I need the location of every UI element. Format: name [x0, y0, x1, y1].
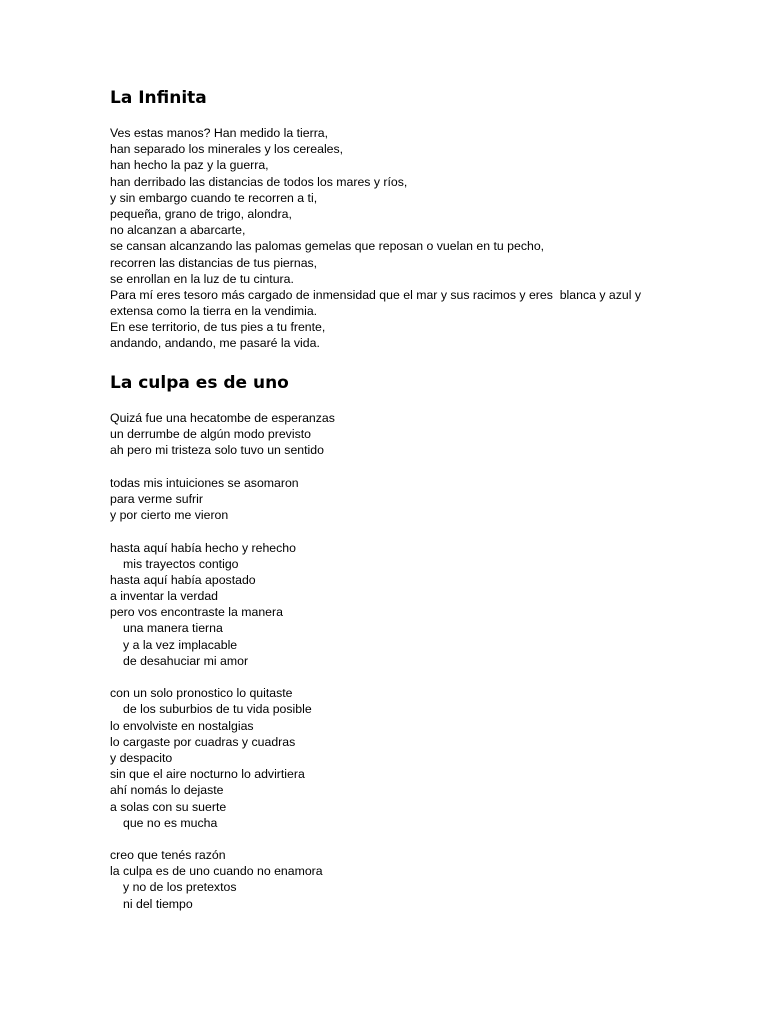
poem-line: ah pero mi tristeza solo tuvo un sentido — [110, 443, 324, 458]
poem-line-indented: y no de los pretextos — [123, 880, 237, 895]
stanza — [110, 685, 710, 831]
poem-line: andando, andando, me pasaré la vida. — [110, 336, 320, 351]
poem-line: han hecho la paz y la guerra, — [110, 158, 269, 173]
poem-line: la culpa es de uno cuando no enamora — [110, 864, 323, 879]
poem-line-indented: una manera tierna — [123, 621, 223, 636]
poem-line: hasta aquí había hecho y rehecho — [110, 540, 296, 555]
poem-line: han derribado las distancias de todos los mares y ríos, — [110, 174, 408, 189]
stanza-break — [110, 459, 710, 475]
poem-line: y sin embargo cuando te recorren a ti, — [110, 190, 318, 205]
poem-line-indented: que no es mucha — [123, 815, 218, 830]
poem-line-indented: mis trayectos contigo — [123, 556, 239, 571]
poem-line: un derrumbe de algún modo previsto — [110, 427, 311, 442]
stanza-break — [110, 831, 710, 847]
poem-line: lo envolviste en nostalgias — [110, 718, 254, 733]
poem-line: lo cargaste por cuadras y cuadras — [110, 734, 296, 749]
poem-line: con un solo pronostico lo quitaste — [110, 686, 293, 701]
poem-title-la-culpa-es-de-uno: La culpa es de uno — [110, 373, 289, 393]
poem-line-indented: y a la vez implacable — [123, 637, 238, 652]
stanza-break — [110, 523, 710, 539]
poem-line: para verme sufrir — [110, 491, 203, 506]
poem-line: sin que el aire nocturno lo advirtiera — [110, 767, 305, 782]
poem-body-la-culpa-es-de-uno — [110, 410, 710, 912]
poem-line: Para mí eres tesoro más cargado de inmensidad que el mar y sus racimos y eres blanca y azul y — [110, 287, 642, 302]
poem-line: Quizá fue una hecatombe de esperanzas — [110, 411, 335, 425]
poem-line: hasta aquí había apostado — [110, 572, 256, 587]
stanza — [110, 540, 710, 670]
poem-line-indented: de desahuciar mi amor — [123, 653, 249, 668]
poem-line-indented: de los suburbios de tu vida posible — [123, 702, 312, 717]
poem-line: extensa como la tierra en la vendimia. — [110, 304, 318, 319]
poem-line: todas mis intuiciones se asomaron — [110, 475, 299, 490]
stanza — [110, 847, 710, 912]
poem-line: creo que tenés razón — [110, 848, 226, 863]
poem-line: no alcanzan a abarcarte, — [110, 223, 246, 238]
poem-line: ahí nomás lo dejaste — [110, 783, 224, 798]
poem-line: se cansan alcanzando las palomas gemelas que reposan o vuelan en tu pecho, — [110, 239, 545, 254]
poem-line: a inventar la verdad — [110, 589, 219, 604]
stanza-break — [110, 669, 710, 685]
poem-line-indented: ni del tiempo — [123, 896, 193, 911]
poem-line: pequeña, grano de trigo, alondra, — [110, 206, 292, 221]
poem-line: recorren las distancias de tus piernas, — [110, 255, 318, 270]
poem-line: se enrollan en la luz de tu cintura. — [110, 271, 294, 286]
poem-line: pero vos encontraste la manera — [110, 605, 283, 620]
poem-line: y despacito — [110, 750, 173, 765]
poem-line: han separado los minerales y los cereales, — [110, 142, 344, 157]
poem-line: y por cierto me vieron — [110, 508, 229, 523]
stanza — [110, 410, 710, 459]
poem-line: a solas con su suerte — [110, 799, 227, 814]
poem-body-la-infinita — [110, 125, 710, 352]
poem-line: Ves estas manos? Han medido la tierra, — [110, 126, 329, 140]
poem-title-la-infinita: La Infinita — [110, 88, 207, 108]
stanza — [110, 475, 710, 524]
poem-line: En ese territorio, de tus pies a tu frente, — [110, 320, 326, 335]
